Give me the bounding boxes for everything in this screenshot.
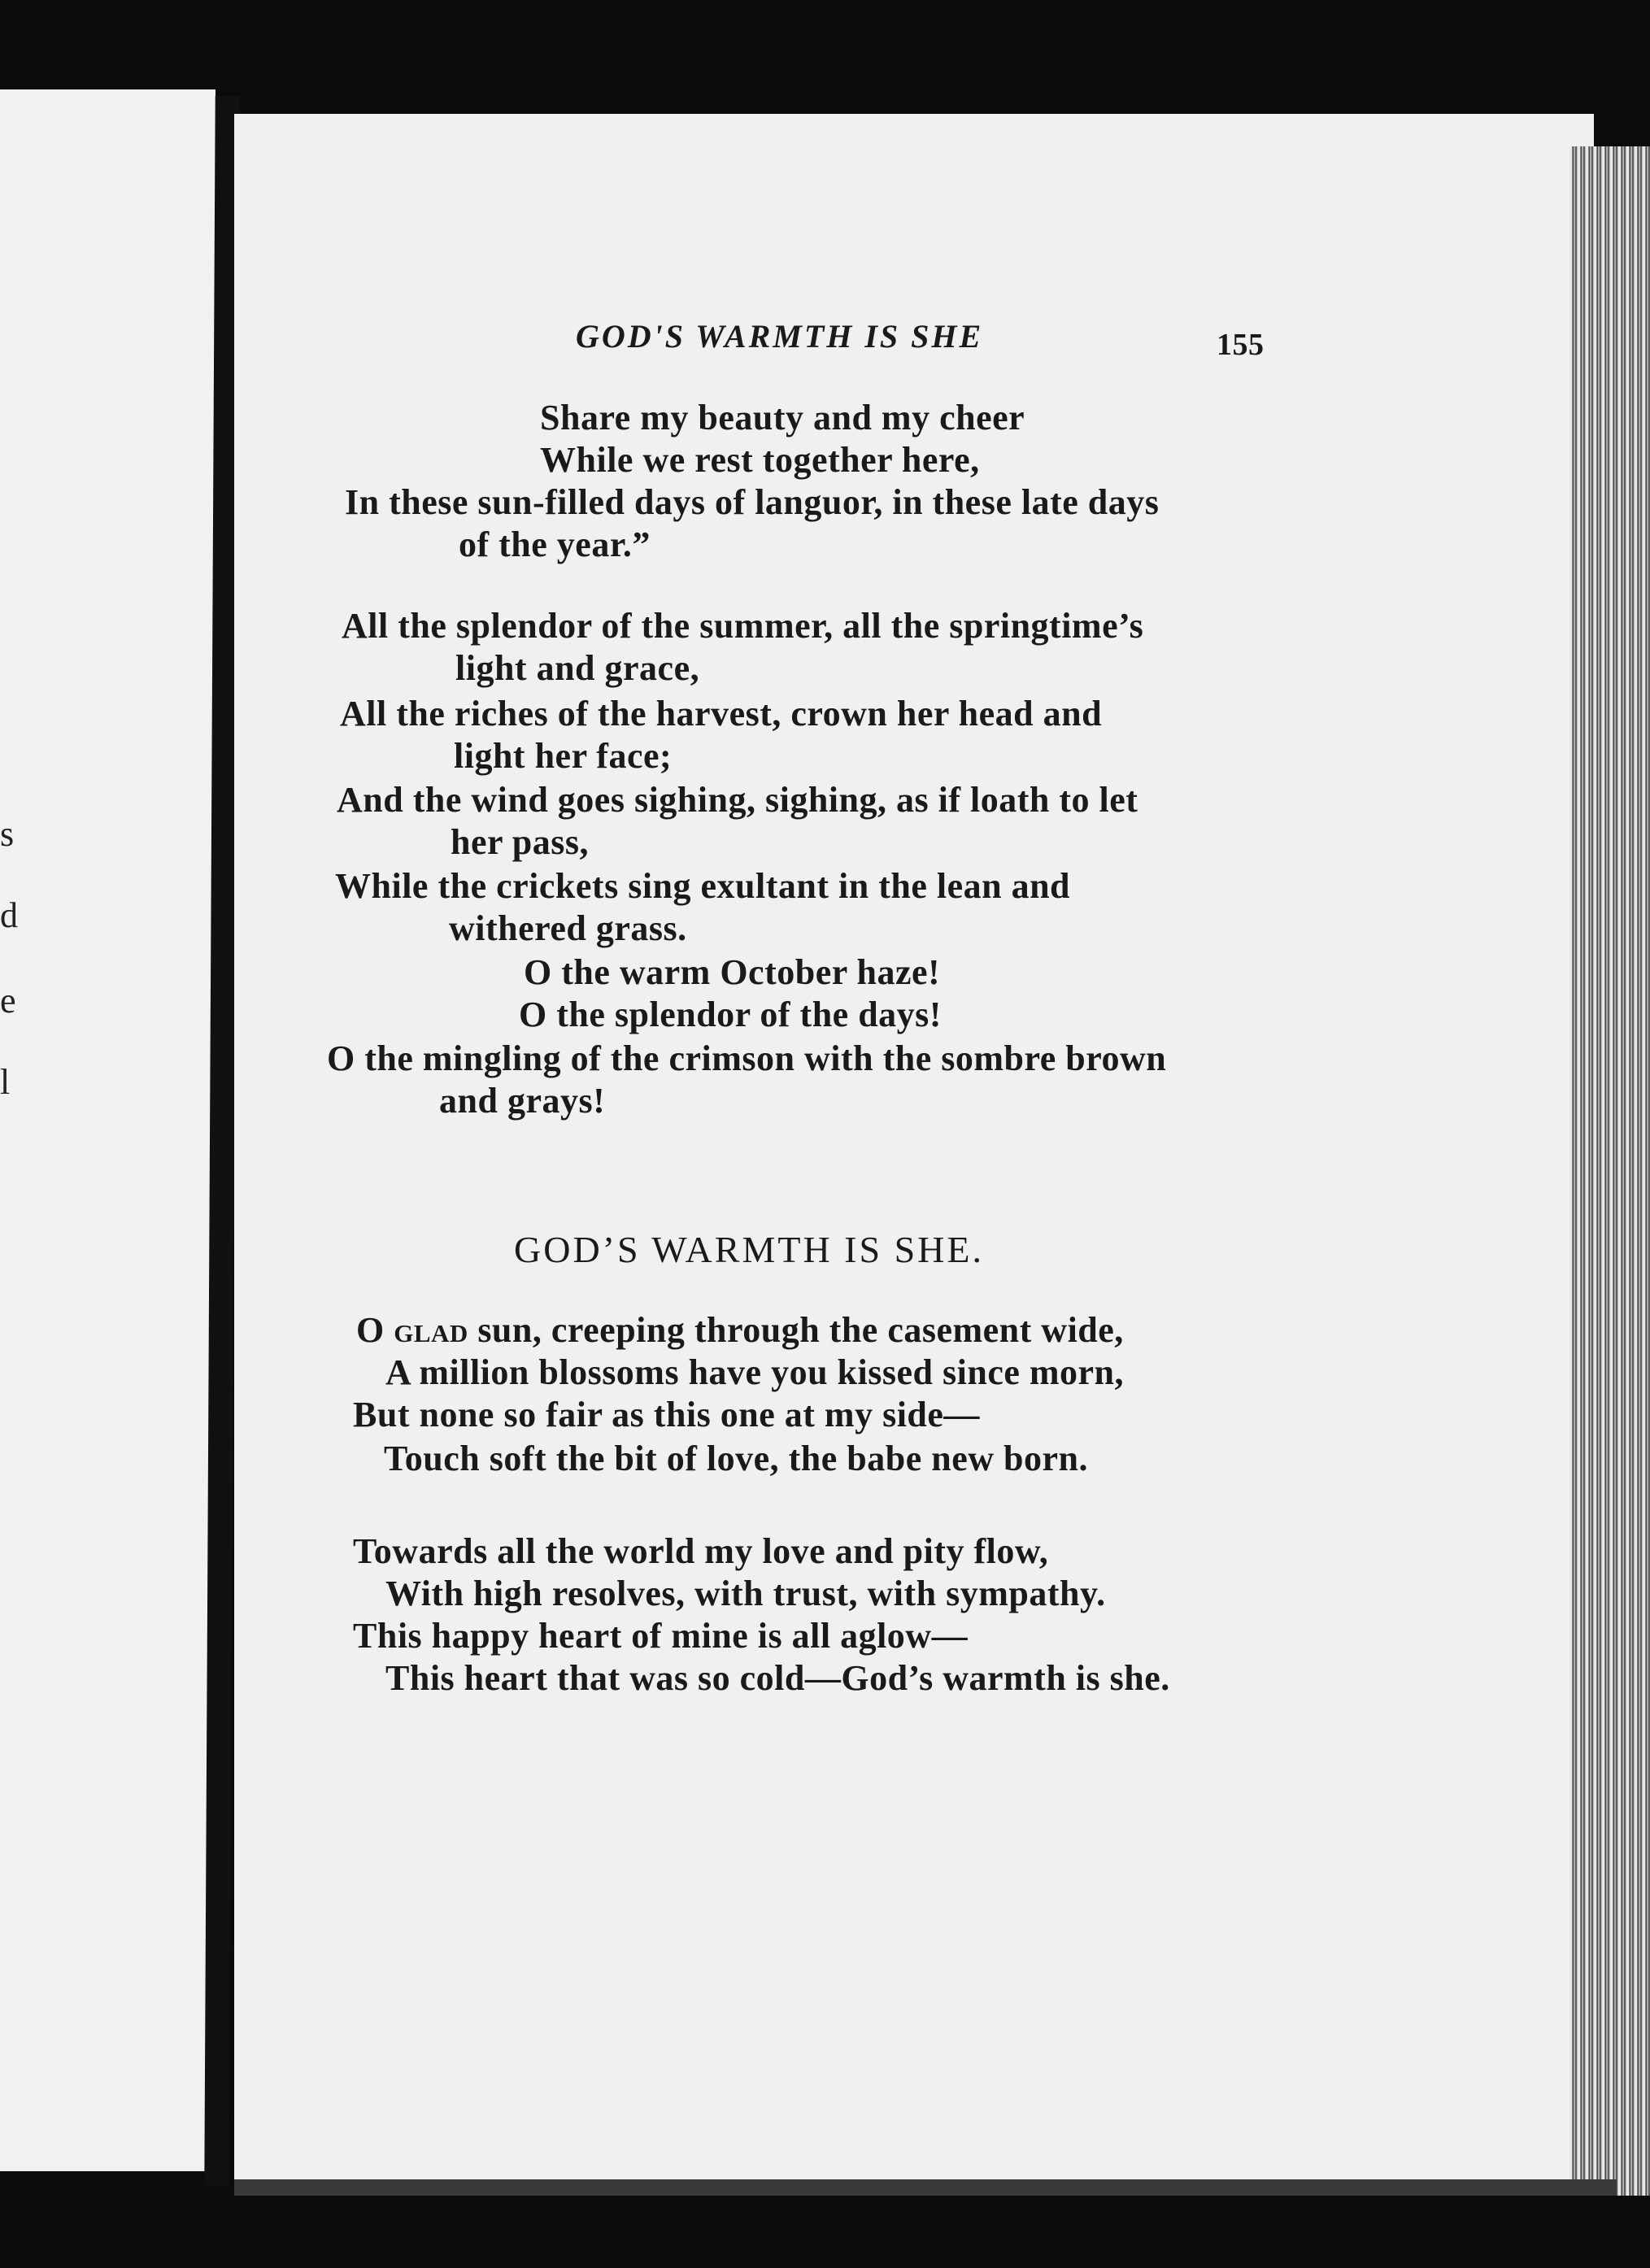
page-text xyxy=(234,114,1594,2179)
drop-word: O xyxy=(356,1310,385,1350)
verse-line: A million blossoms have you kissed since morn, xyxy=(385,1352,1125,1392)
page-number: 155 xyxy=(1217,328,1265,362)
page-edges xyxy=(1569,146,1650,2196)
left-page-fragment: d xyxy=(0,895,18,935)
left-page-fragment: e xyxy=(0,981,16,1021)
verse-line-first xyxy=(356,1309,1124,1351)
verse-line: All the splendor of the summer, all the springtime’s xyxy=(342,606,1144,646)
verse-line: light and grace, xyxy=(455,648,700,688)
first-line-rest: sun, creeping through the casement wide, xyxy=(468,1310,1124,1350)
verse-line: With high resolves, with trust, with sympathy. xyxy=(385,1574,1106,1613)
verse-line: O the warm October haze! xyxy=(524,952,941,992)
small-caps-word: glad xyxy=(394,1310,468,1350)
verse-line: This heart that was so cold—God’s warmth is she. xyxy=(385,1658,1170,1698)
verse-line: While the crickets sing exultant in the lean and xyxy=(335,866,1071,906)
poem-title: GOD’S WARMTH IS SHE. xyxy=(514,1229,984,1270)
verse-line: This happy heart of mine is all aglow— xyxy=(353,1616,969,1656)
verse-line: All the riches of the harvest, crown her head and xyxy=(340,694,1103,734)
right-page xyxy=(234,114,1594,2179)
verse-line: In these sun-filled days of languor, in these late days xyxy=(345,482,1160,522)
verse-line: of the year.” xyxy=(459,525,651,564)
left-page-fragment: l xyxy=(0,1062,11,1102)
verse-line: withered grass. xyxy=(449,908,687,948)
page-bottom-shadow xyxy=(234,2179,1617,2196)
verse-line: Touch soft the bit of love, the babe new born. xyxy=(384,1439,1088,1478)
left-page-fragment: s xyxy=(0,814,15,854)
verse-line: Share my beauty and my cheer xyxy=(540,398,1025,437)
verse-line: O the splendor of the days! xyxy=(519,995,942,1034)
verse-line: But none so fair as this one at my side— xyxy=(353,1395,980,1434)
running-title: GOD'S WARMTH IS SHE xyxy=(576,318,984,355)
verse-line: While we rest together here, xyxy=(540,440,980,480)
verse-line: her pass, xyxy=(451,822,589,862)
verse-line: And the wind goes sighing, sighing, as if loath to let xyxy=(337,780,1138,820)
verse-line: O the mingling of the crimson with the sombre brown xyxy=(327,1038,1167,1078)
left-page xyxy=(0,89,216,2171)
verse-line: light her face; xyxy=(454,736,673,776)
verse-line: Towards all the world my love and pity flow, xyxy=(353,1531,1049,1571)
verse-line: and grays! xyxy=(439,1081,606,1121)
